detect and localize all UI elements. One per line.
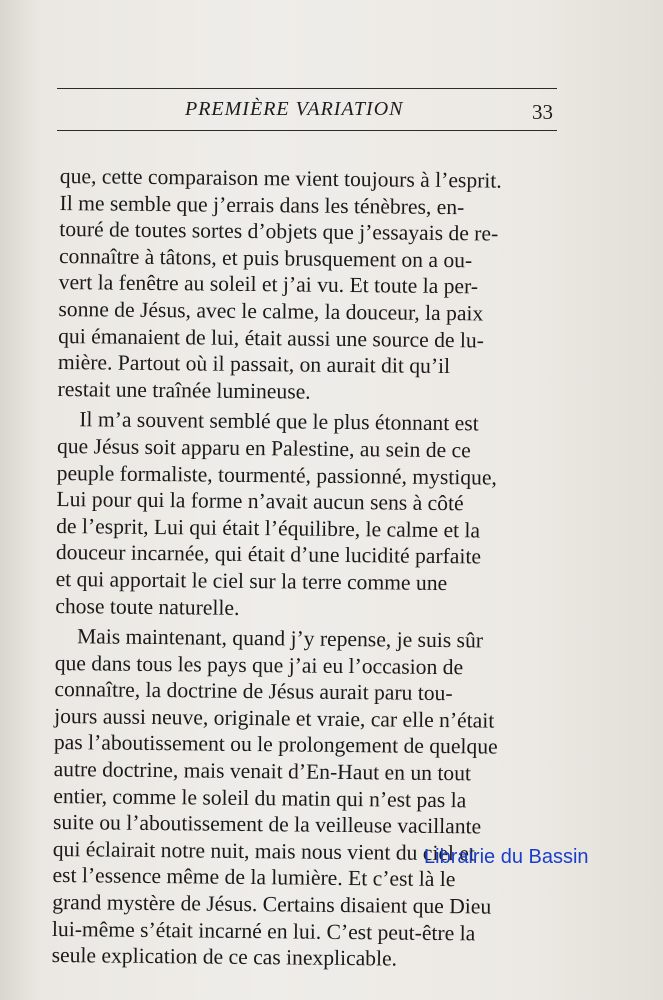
text-line: suite ou l’aboutissement de la veilleuse vacillante xyxy=(52,810,482,839)
text-line: et qui apportait le ciel sur la terre comme une xyxy=(55,566,448,595)
text-line: Il me semble que j’errais dans les ténèbres, en- xyxy=(59,190,465,219)
header-rule-bottom xyxy=(57,130,557,131)
running-header-title: PREMIÈRE VARIATION xyxy=(185,98,404,120)
text-line: douceur incarnée, qui était d’une lucidité parfaite xyxy=(55,540,482,569)
text-line: que dans tous les pays que j’ai eu l’occasion de xyxy=(54,650,464,679)
text-line: qui éclairait notre nuit, mais nous vient du ciel et xyxy=(52,836,476,866)
paragraph-1 xyxy=(57,163,549,407)
text-line: vert la fenêtre au soleil et j’ai vu. Et toute la per- xyxy=(58,270,479,299)
text-line: lui-même s’était incarné en lui. C’est peut-être la xyxy=(51,916,476,946)
text-line: connaître, la doctrine de Jésus aurait paru tou- xyxy=(54,677,453,706)
bookseller-watermark: Librairie du Bassin xyxy=(424,846,589,868)
text-line: seule explication de ce cas inexplicable. xyxy=(51,943,398,971)
text-line: mière. Partout où il passait, on aurait dit qu’il xyxy=(57,350,451,379)
text-line: Lui pour qui la forme n’avait aucun sens à côté xyxy=(56,487,464,516)
text-line: pas l’aboutissement ou le prolongement de quelque xyxy=(53,730,498,760)
paragraph-3 xyxy=(52,623,546,974)
text-line: qui émanaient de lui, était aussi une source de lu- xyxy=(58,323,485,353)
text-line: que, cette comparaison me vient toujours à l’esprit. xyxy=(59,163,502,193)
paragraph-2 xyxy=(55,406,547,624)
text-line: chose toute naturelle. xyxy=(55,593,240,620)
text-line: sonne de Jésus, avec le calme, la douceur, la paix xyxy=(58,296,484,326)
text-line: que Jésus soit apparu en Palestine, au sein de ce xyxy=(56,433,471,463)
text-line: autre doctrine, mais venait d’En-Haut en un tout xyxy=(53,757,472,786)
header-rule-top xyxy=(57,88,557,89)
text-line: jours aussi neuve, originale et vraie, car elle n’était xyxy=(54,703,495,733)
text-line: Mais maintenant, quand j’y repense, je suis sûr xyxy=(76,624,484,653)
text-line: touré de toutes sortes d’objets que j’essayais de re- xyxy=(59,217,499,246)
page-number: 33 xyxy=(532,100,553,124)
text-line: restait une traînée lumineuse. xyxy=(57,376,311,404)
text-line: entier, comme le soleil du matin qui n’est pas la xyxy=(53,783,467,812)
text-line: grand mystère de Jésus. Certains disaient que Dieu xyxy=(52,889,492,919)
text-line: de l’esprit, Lui qui était l’équilibre, le calme et la xyxy=(56,513,481,543)
text-line: connaître à tâtons, et puis brusquement on a ou- xyxy=(58,243,473,273)
text-line: Il m’a souvent semblé que le plus étonnant est xyxy=(79,407,479,436)
text-line: est l’essence même de la lumière. Et c’est là le xyxy=(52,863,456,892)
text-line: peuple formaliste, tourmenté, passionné, mystique, xyxy=(56,460,498,490)
